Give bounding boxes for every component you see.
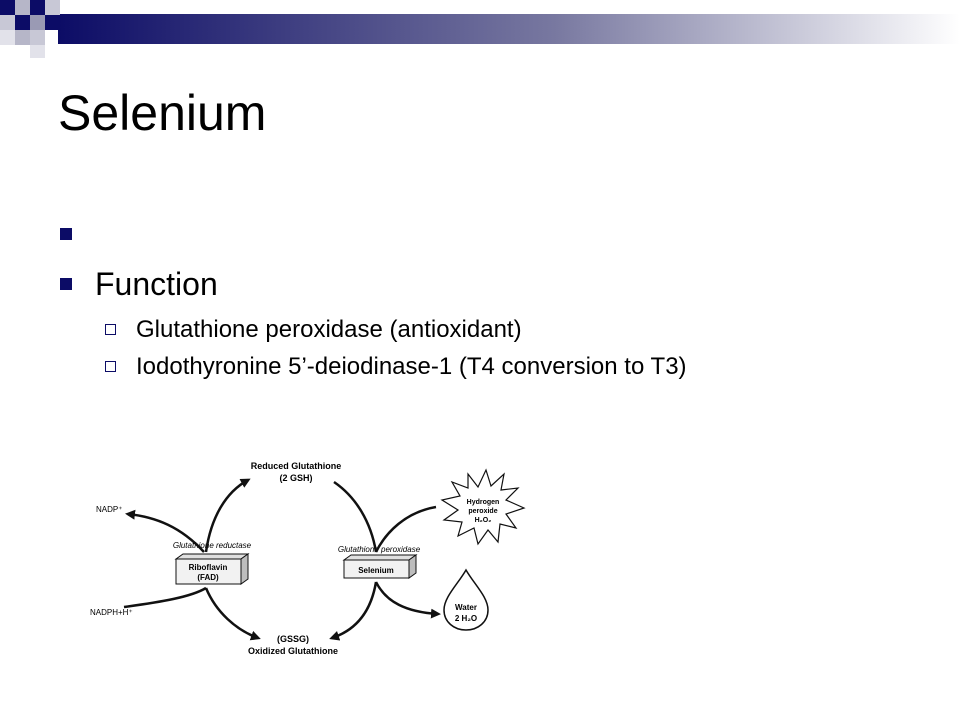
glutathione-cycle-diagram [86, 452, 536, 662]
sub-bullet-text: Glutathione peroxidase (antioxidant) [136, 316, 522, 343]
bullet-text: Function [95, 266, 218, 302]
hollow-square-bullet-icon [105, 361, 116, 372]
hollow-square-bullet-icon [105, 324, 116, 335]
decorative-header-bar [0, 0, 960, 58]
curved-arrow [332, 582, 376, 638]
glutathione-peroxidase-label: Glutathione peroxidase [337, 545, 421, 554]
curved-arrow-line [334, 482, 376, 552]
sub-bullet-item [60, 315, 920, 352]
curved-arrow [376, 582, 438, 614]
nadp-label: NADP⁺ [96, 505, 123, 514]
hydrogen-peroxide-starburst [442, 470, 524, 544]
water-droplet-icon [444, 570, 488, 630]
reduced-glutathione-label: Reduced Glutathione [250, 461, 342, 471]
water-label: Water [455, 603, 477, 612]
fad-label: (FAD) [197, 573, 219, 582]
hydrogen-label: Hydrogen [466, 499, 500, 506]
bullet-item-function [60, 265, 920, 315]
sub-bullet-item [60, 352, 920, 389]
square-bullet-icon [60, 278, 72, 290]
oxidized-glutathione-abbr: (GSSG) [276, 634, 310, 644]
square-bullet-icon [60, 228, 72, 240]
selenium-box [344, 555, 416, 578]
h2o2-label: H₂O₂ [474, 517, 492, 524]
h2o-label: 2 H₂O [454, 614, 478, 623]
riboflavin-label: Riboflavin [188, 563, 228, 572]
nadph-label: NADPH+H⁺ [90, 608, 133, 617]
bullet-list [60, 215, 920, 389]
selenium-box-label: Selenium [358, 566, 394, 575]
glutathione-reductase-label: Glutathione reductase [172, 541, 252, 550]
oxidized-glutathione-label: Oxidized Glutathione [247, 646, 339, 656]
riboflavin-box [176, 554, 248, 584]
peroxide-label: peroxide [468, 508, 498, 515]
reduced-glutathione-abbr: (2 GSH) [279, 473, 313, 483]
curved-arrow [206, 588, 258, 638]
sub-bullet-text: Iodothyronine 5’-deiodinase-1 (T4 conversion to T3) [136, 353, 687, 380]
curved-arrow-line [124, 588, 206, 607]
slide-title: Selenium [58, 85, 267, 141]
bullet-item [60, 215, 920, 265]
